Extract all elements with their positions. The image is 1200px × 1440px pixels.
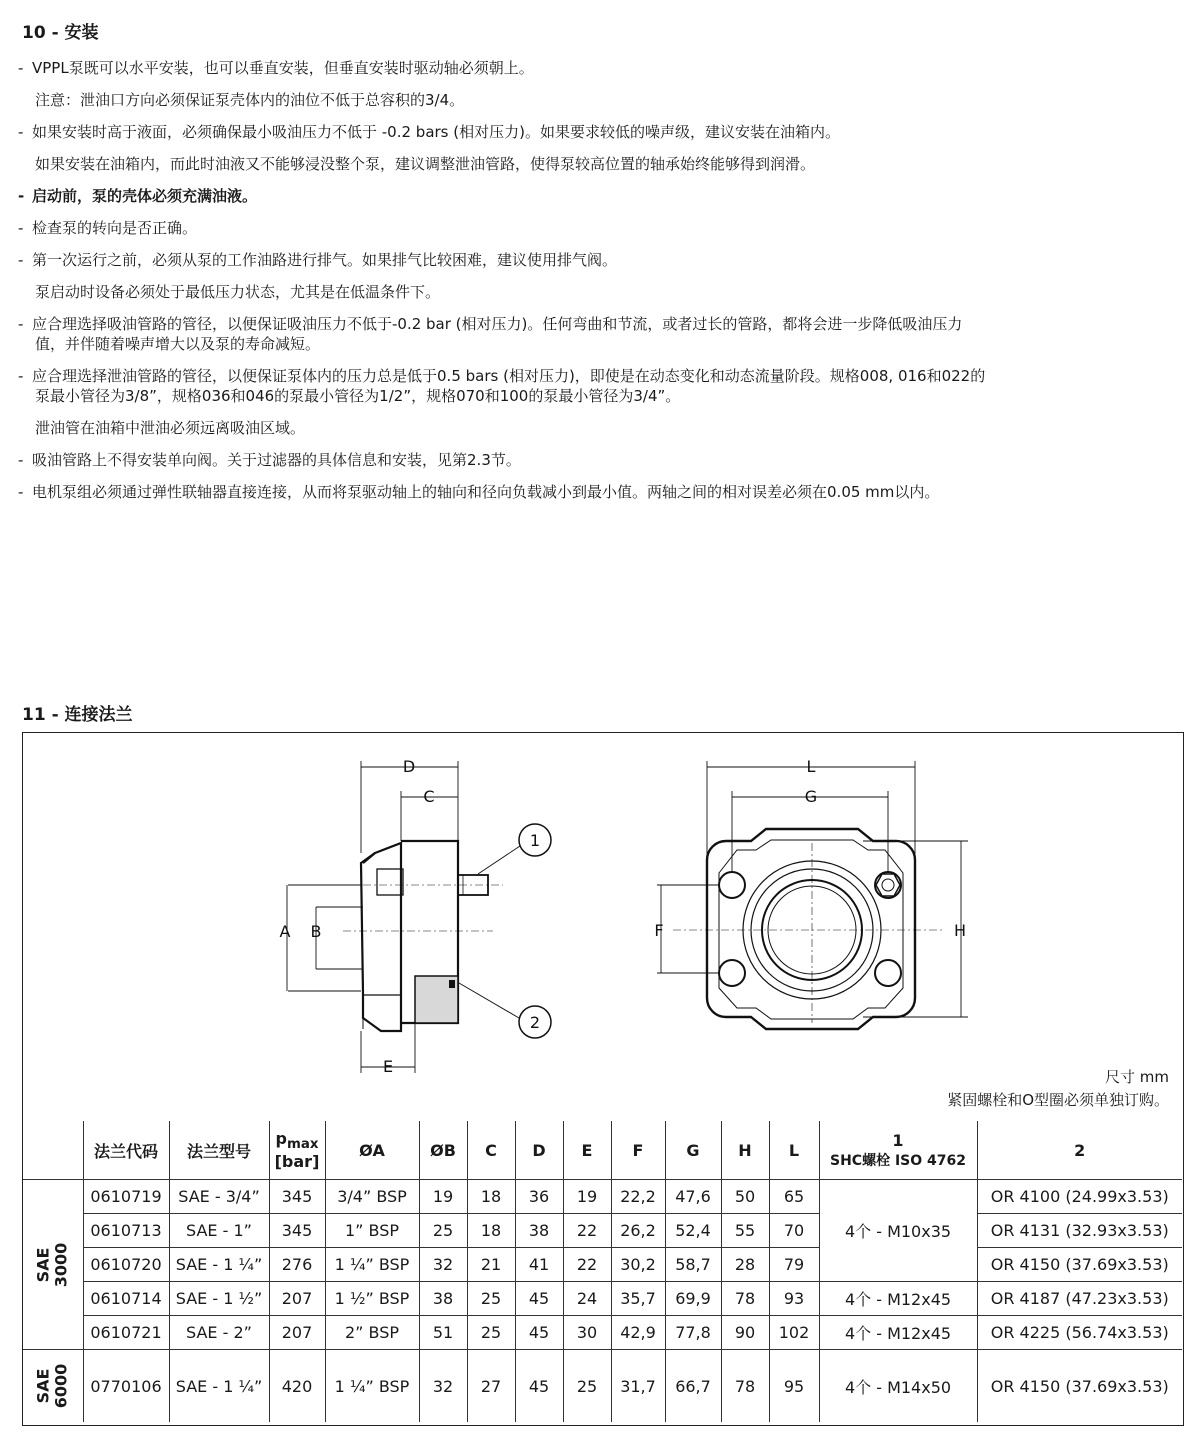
cell-c: 27 <box>467 1350 515 1423</box>
bullet-dash: - <box>18 483 24 501</box>
cell-g: 47,6 <box>665 1180 721 1214</box>
cell-a: 1 ¼” BSP <box>325 1248 419 1282</box>
table-row <box>23 1282 1182 1316</box>
cell-c: 25 <box>467 1316 515 1350</box>
cell-bolt: 4个 - M12x45 <box>819 1282 977 1316</box>
cell-d: 45 <box>515 1282 563 1316</box>
header-pmax <box>269 1121 325 1180</box>
cell-code: 0610721 <box>83 1316 169 1350</box>
bullet-dash: - <box>18 123 24 141</box>
list-item-text: 注意：泄油口方向必须保证泵壳体内的油位不低于总容积的3/4。 <box>35 91 465 109</box>
bullet-dash: - <box>18 187 25 205</box>
dim-label-d: D <box>402 757 416 776</box>
list-item <box>18 482 1188 502</box>
section-11-title: 11 - 连接法兰 <box>22 705 133 725</box>
cell-oring: OR 4150 (37.69x3.53) <box>977 1248 1182 1282</box>
list-item <box>18 366 1188 386</box>
cell-pmax: 420 <box>269 1350 325 1423</box>
cell-bolt: 4个 - M14x50 <box>819 1350 977 1423</box>
cell-type: SAE - 2” <box>169 1316 269 1350</box>
group-sae-6000 <box>23 1350 83 1423</box>
cell-b: 51 <box>419 1316 467 1350</box>
group-label <box>35 1364 71 1409</box>
cell-code: 0610713 <box>83 1214 169 1248</box>
list-item <box>18 218 1188 238</box>
cell-a: 1 ¼” BSP <box>325 1350 419 1423</box>
cell-e: 24 <box>563 1282 611 1316</box>
header-bolt-num: 1 <box>892 1130 904 1150</box>
cell-d: 45 <box>515 1350 563 1423</box>
cell-bolt: 4个 - M10x35 <box>819 1180 977 1282</box>
cell-type: SAE - 1 ¼” <box>169 1248 269 1282</box>
cell-e: 30 <box>563 1316 611 1350</box>
flange-side-body <box>361 843 401 1031</box>
cell-pmax: 207 <box>269 1316 325 1350</box>
callout-1-label: 1 <box>529 831 541 850</box>
cell-type: SAE - 3/4” <box>169 1180 269 1214</box>
list-item-text: 泵启动时设备必须处于最低压力状态，尤其是在低温条件下。 <box>35 283 441 301</box>
list-item-text: 泵最小管径为3/8”，规格036和046的泵最小管径为1/2”，规格070和100的泵最小管径为3/4”。 <box>35 387 681 405</box>
list-item-continuation <box>18 282 1188 302</box>
list-item-continuation <box>18 154 1188 174</box>
cell-b: 32 <box>419 1248 467 1282</box>
bullet-dash: - <box>18 59 24 77</box>
flange-side-bore-edge <box>363 995 401 1023</box>
list-item-continuation <box>18 90 1188 110</box>
cell-g: 66,7 <box>665 1350 721 1423</box>
header-b: ØB <box>419 1121 467 1180</box>
header-group <box>23 1121 83 1180</box>
cell-oring: OR 4225 (56.74x3.53) <box>977 1316 1182 1350</box>
header-d: D <box>515 1121 563 1180</box>
cell-b: 38 <box>419 1282 467 1316</box>
bullet-dash: - <box>18 451 24 469</box>
group-sae-3000 <box>23 1180 83 1350</box>
cell-e: 19 <box>563 1180 611 1214</box>
list-item-text: 应合理选择泄油管路的管径，以便保证泵体内的压力总是低于0.5 bars (相对压力)，即使是在动态变化和动态流量阶段。规格008, 016和022的 <box>32 367 986 385</box>
header-p: p <box>275 1128 287 1148</box>
cell-pmax: 345 <box>269 1214 325 1248</box>
table-row <box>23 1248 1182 1282</box>
header-p-unit: [bar] <box>274 1152 320 1172</box>
cell-d: 36 <box>515 1180 563 1214</box>
cell-f: 42,9 <box>611 1316 665 1350</box>
cell-pmax: 207 <box>269 1282 325 1316</box>
bolt-head-hex <box>876 874 900 896</box>
cell-h: 55 <box>721 1214 769 1248</box>
flange-front-view <box>673 829 943 1029</box>
cell-l: 79 <box>769 1248 819 1282</box>
cell-pmax: 345 <box>269 1180 325 1214</box>
cell-type: SAE - 1 ½” <box>169 1282 269 1316</box>
cell-g: 58,7 <box>665 1248 721 1282</box>
cell-c: 18 <box>467 1180 515 1214</box>
cell-code: 0610720 <box>83 1248 169 1282</box>
bolt-hole-br <box>875 960 901 986</box>
list-item <box>18 314 1188 334</box>
dim-label-a: A <box>279 922 291 941</box>
group-label-a: SAE <box>33 1247 53 1282</box>
flange-panel <box>22 732 1184 1426</box>
header-a: ØA <box>325 1121 419 1180</box>
list-item <box>18 186 1188 206</box>
dim-label-f: F <box>654 921 664 940</box>
dim-label-l: L <box>806 757 816 776</box>
list-item-text: 第一次运行之前，必须从泵的工作油路进行排气。如果排气比较困难，建议使用排气阀。 <box>32 251 618 269</box>
bolt-hole-tr <box>875 872 901 898</box>
cell-d: 38 <box>515 1214 563 1248</box>
header-g: G <box>665 1121 721 1180</box>
bullet-dash: - <box>18 367 24 385</box>
cell-l: 102 <box>769 1316 819 1350</box>
list-item-wrap <box>18 334 1188 354</box>
cell-type: SAE - 1 ¼” <box>169 1350 269 1423</box>
cell-e: 25 <box>563 1350 611 1423</box>
dim-label-b: B <box>310 922 322 941</box>
cell-g: 52,4 <box>665 1214 721 1248</box>
table-row <box>23 1180 1182 1214</box>
cell-bolt: 4个 - M12x45 <box>819 1316 977 1350</box>
list-item <box>18 250 1188 270</box>
dim-label-c: C <box>423 787 435 806</box>
cell-e: 22 <box>563 1214 611 1248</box>
installation-notes <box>18 58 1188 502</box>
cell-h: 78 <box>721 1282 769 1316</box>
cell-pmax: 276 <box>269 1248 325 1282</box>
dim-label-e: E <box>382 1057 394 1076</box>
group-label-b: 6000 <box>51 1363 71 1409</box>
cell-a: 1” BSP <box>325 1214 419 1248</box>
cell-l: 95 <box>769 1350 819 1423</box>
cell-code: 0770106 <box>83 1350 169 1423</box>
flange-table <box>23 1121 1182 1422</box>
flange-side-chamfer <box>363 853 375 863</box>
cell-b: 19 <box>419 1180 467 1214</box>
bolt-hole-tl <box>719 872 745 898</box>
bolt-head-side <box>377 869 403 895</box>
header-l: L <box>769 1121 819 1180</box>
bullet-dash: - <box>18 251 24 269</box>
bolt-socket <box>882 879 894 891</box>
list-item-text: 如果安装在油箱内，而此时油液又不能够浸没整个泵，建议调整泄油管路，使得泵较高位置的轴承始终能够得到润滑。 <box>35 155 816 173</box>
cell-f: 22,2 <box>611 1180 665 1214</box>
flange-side-view <box>343 841 503 1031</box>
cell-l: 70 <box>769 1214 819 1248</box>
cell-c: 25 <box>467 1282 515 1316</box>
header-f: F <box>611 1121 665 1180</box>
cell-f: 26,2 <box>611 1214 665 1248</box>
bullet-dash: - <box>18 315 24 333</box>
cell-a: 3/4” BSP <box>325 1180 419 1214</box>
header-bolt <box>819 1121 977 1180</box>
units-note: 尺寸 mm <box>1105 1068 1169 1086</box>
cell-f: 31,7 <box>611 1350 665 1423</box>
cell-h: 90 <box>721 1316 769 1350</box>
list-item-text: 如果安装时高于液面，必须确保最小吸油压力不低于 -0.2 bars (相对压力)。如果要求较低的噪声级，建议安装在油箱内。 <box>32 123 840 141</box>
header-oring: 2 <box>977 1121 1182 1180</box>
cell-d: 45 <box>515 1316 563 1350</box>
cell-b: 32 <box>419 1350 467 1423</box>
dim-label-h: H <box>953 921 967 940</box>
cell-a: 2” BSP <box>325 1316 419 1350</box>
table-row <box>23 1214 1182 1248</box>
list-item <box>18 450 1188 470</box>
flange-drawing <box>23 733 1182 1121</box>
list-item-text: 泄油管在油箱中泄油必须远离吸油区域。 <box>35 419 306 437</box>
cell-f: 30,2 <box>611 1248 665 1282</box>
section-10-title: 10 - 安装 <box>22 23 99 43</box>
callout-2-label: 2 <box>529 1013 541 1032</box>
group-label-b: 3000 <box>51 1242 71 1287</box>
list-item-text: 检查泵的转向是否正确。 <box>32 219 198 237</box>
list-item <box>18 122 1188 142</box>
cell-oring: OR 4131 (32.93x3.53) <box>977 1214 1182 1248</box>
header-c: C <box>467 1121 515 1180</box>
header-bolt-text: SHC螺栓 ISO 4762 <box>830 1152 966 1169</box>
header-p-sub: max <box>286 1137 319 1153</box>
oring-marker <box>449 980 455 988</box>
bullet-dash: - <box>18 219 24 237</box>
flange-front-inner <box>719 840 903 1019</box>
header-e: E <box>563 1121 611 1180</box>
cell-l: 93 <box>769 1282 819 1316</box>
cell-h: 78 <box>721 1350 769 1423</box>
list-item-text: VPPL泵既可以水平安装，也可以垂直安装，但垂直安装时驱动轴必须朝上。 <box>32 59 534 77</box>
table-header-row <box>23 1121 1182 1180</box>
cell-c: 21 <box>467 1248 515 1282</box>
list-item-continuation <box>18 418 1188 438</box>
dim-label-g: G <box>804 787 818 806</box>
cell-h: 28 <box>721 1248 769 1282</box>
cell-oring: OR 4100 (24.99x3.53) <box>977 1180 1182 1214</box>
cell-a: 1 ½” BSP <box>325 1282 419 1316</box>
group-label <box>35 1242 71 1287</box>
cell-b: 25 <box>419 1214 467 1248</box>
cell-e: 22 <box>563 1248 611 1282</box>
cell-d: 41 <box>515 1248 563 1282</box>
header-code: 法兰代码 <box>83 1121 169 1180</box>
list-item-text: 吸油管路上不得安装单向阀。关于过滤器的具体信息和安装，见第2.3节。 <box>32 451 521 469</box>
cell-l: 65 <box>769 1180 819 1214</box>
cell-g: 69,9 <box>665 1282 721 1316</box>
header-h: H <box>721 1121 769 1180</box>
cell-oring: OR 4187 (47.23x3.53) <box>977 1282 1182 1316</box>
cell-code: 0610719 <box>83 1180 169 1214</box>
list-item-text: 值，并伴随着噪声增大以及泵的寿命减短。 <box>35 335 321 353</box>
cell-type: SAE - 1” <box>169 1214 269 1248</box>
order-note: 紧固螺栓和O型圈必须单独订购。 <box>947 1091 1169 1109</box>
list-item <box>18 58 1188 78</box>
table-row <box>23 1316 1182 1350</box>
cell-f: 35,7 <box>611 1282 665 1316</box>
cell-code: 0610714 <box>83 1282 169 1316</box>
group-label-a: SAE <box>33 1368 53 1404</box>
list-item-text: 启动前，泵的壳体必须充满油液。 <box>32 187 258 205</box>
side-dimensions <box>287 761 520 1073</box>
cell-g: 77,8 <box>665 1316 721 1350</box>
list-item-wrap <box>18 386 1188 406</box>
bolt-hole-bl <box>719 960 745 986</box>
cell-oring: OR 4150 (37.69x3.53) <box>977 1350 1182 1423</box>
table-row <box>23 1350 1182 1423</box>
list-item-text: 应合理选择吸油管路的管径，以便保证吸油压力不低于-0.2 bar (相对压力)。任何弯曲和节流，或者过长的管路，都将会进一步降低吸油压力 <box>32 315 963 333</box>
cell-h: 50 <box>721 1180 769 1214</box>
list-item-text: 电机泵组必须通过弹性联轴器直接连接，从而将泵驱动轴上的轴向和径向负载减小到最小值。两轴之间的相对误差必须在0.05 mm以内。 <box>32 483 940 501</box>
cell-c: 18 <box>467 1214 515 1248</box>
header-type: 法兰型号 <box>169 1121 269 1180</box>
